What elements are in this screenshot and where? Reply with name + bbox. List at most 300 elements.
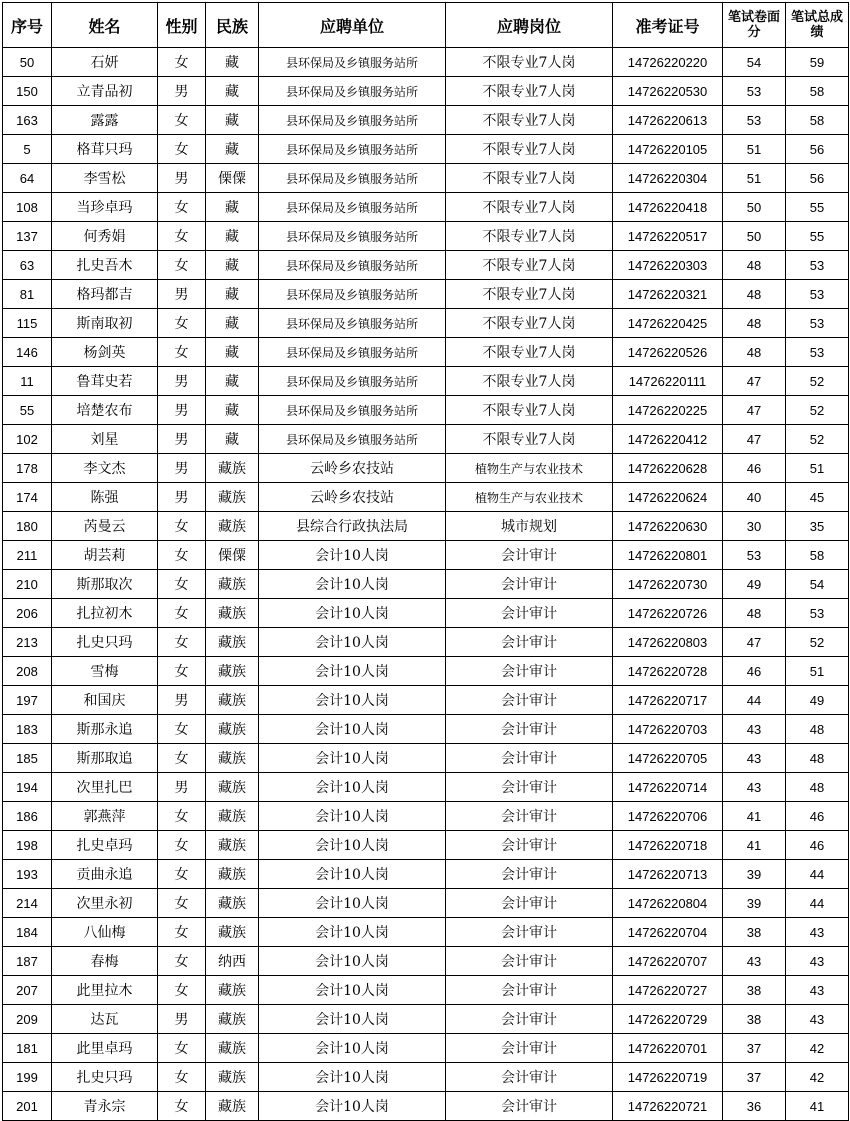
ethnicity-cell: 纳西 — [206, 947, 259, 976]
total-score-cell: 58 — [786, 106, 849, 135]
paper-score-cell: 43 — [723, 715, 786, 744]
gender-cell: 女 — [158, 831, 206, 860]
exam-id-cell: 14726220719 — [613, 1063, 723, 1092]
position-cell: 不限专业7人岗 — [446, 309, 613, 338]
total-score-cell: 54 — [786, 570, 849, 599]
name-cell: 格玛都吉 — [52, 280, 158, 309]
paper-score-cell: 53 — [723, 541, 786, 570]
gender-cell: 女 — [158, 512, 206, 541]
seq-cell: 180 — [3, 512, 52, 541]
name-cell: 何秀娟 — [52, 222, 158, 251]
seq-cell: 187 — [3, 947, 52, 976]
name-cell: 此里卓玛 — [52, 1034, 158, 1063]
gender-cell: 女 — [158, 193, 206, 222]
gender-cell: 男 — [158, 367, 206, 396]
unit-cell: 会计10人岗 — [259, 541, 446, 570]
table-row — [3, 135, 849, 164]
ethnicity-cell: 藏 — [206, 338, 259, 367]
table-body — [3, 48, 849, 1121]
position-cell: 会计审计 — [446, 918, 613, 947]
table-row — [3, 686, 849, 715]
gender-cell: 女 — [158, 918, 206, 947]
table-row — [3, 454, 849, 483]
seq-cell: 214 — [3, 889, 52, 918]
seq-cell: 208 — [3, 657, 52, 686]
ethnicity-cell: 藏 — [206, 425, 259, 454]
name-cell: 当珍卓玛 — [52, 193, 158, 222]
seq-cell: 186 — [3, 802, 52, 831]
position-cell: 不限专业7人岗 — [446, 222, 613, 251]
ethnicity-cell: 藏 — [206, 193, 259, 222]
table-row — [3, 918, 849, 947]
gender-cell: 女 — [158, 338, 206, 367]
seq-cell: 206 — [3, 599, 52, 628]
ethnicity-cell: 藏族 — [206, 1034, 259, 1063]
unit-cell: 会计10人岗 — [259, 889, 446, 918]
ethnicity-cell: 藏族 — [206, 657, 259, 686]
unit-cell: 云岭乡农技站 — [259, 454, 446, 483]
position-cell: 会计审计 — [446, 541, 613, 570]
unit-cell: 会计10人岗 — [259, 686, 446, 715]
ethnicity-cell: 藏族 — [206, 512, 259, 541]
unit-cell: 会计10人岗 — [259, 744, 446, 773]
ethnicity-cell: 藏 — [206, 367, 259, 396]
position-cell: 不限专业7人岗 — [446, 367, 613, 396]
exam-id-cell: 14726220111 — [613, 367, 723, 396]
seq-cell: 201 — [3, 1092, 52, 1121]
ethnicity-cell: 藏族 — [206, 744, 259, 773]
gender-cell: 男 — [158, 686, 206, 715]
ethnicity-cell: 藏 — [206, 396, 259, 425]
table-row — [3, 48, 849, 77]
total-score-cell: 41 — [786, 1092, 849, 1121]
name-cell: 次里扎巴 — [52, 773, 158, 802]
unit-cell: 县环保局及乡镇服务站所 — [259, 106, 446, 135]
seq-cell: 211 — [3, 541, 52, 570]
total-score-cell: 46 — [786, 802, 849, 831]
ethnicity-cell: 傈僳 — [206, 164, 259, 193]
total-score-cell: 42 — [786, 1034, 849, 1063]
header-name: 姓名 — [52, 3, 158, 48]
exam-id-cell: 14726220804 — [613, 889, 723, 918]
ethnicity-cell: 藏族 — [206, 918, 259, 947]
unit-cell: 县环保局及乡镇服务站所 — [259, 367, 446, 396]
paper-score-cell: 48 — [723, 251, 786, 280]
table-row — [3, 715, 849, 744]
paper-score-cell: 48 — [723, 338, 786, 367]
total-score-cell: 43 — [786, 1005, 849, 1034]
total-score-cell: 51 — [786, 454, 849, 483]
total-score-cell: 53 — [786, 338, 849, 367]
paper-score-cell: 47 — [723, 628, 786, 657]
table-row — [3, 483, 849, 512]
name-cell: 达瓦 — [52, 1005, 158, 1034]
seq-cell: 213 — [3, 628, 52, 657]
seq-cell: 174 — [3, 483, 52, 512]
name-cell: 青永宗 — [52, 1092, 158, 1121]
ethnicity-cell: 藏族 — [206, 483, 259, 512]
name-cell: 次里永初 — [52, 889, 158, 918]
seq-cell: 178 — [3, 454, 52, 483]
name-cell: 和国庆 — [52, 686, 158, 715]
unit-cell: 会计10人岗 — [259, 715, 446, 744]
table-row — [3, 744, 849, 773]
seq-cell: 115 — [3, 309, 52, 338]
paper-score-cell: 53 — [723, 106, 786, 135]
position-cell: 植物生产与农业技术 — [446, 483, 613, 512]
table-row — [3, 889, 849, 918]
ethnicity-cell: 藏 — [206, 135, 259, 164]
exam-id-cell: 14726220801 — [613, 541, 723, 570]
exam-id-cell: 14726220304 — [613, 164, 723, 193]
header-total-score: 笔试总成绩 — [786, 3, 849, 48]
paper-score-cell: 43 — [723, 947, 786, 976]
gender-cell: 女 — [158, 48, 206, 77]
name-cell: 刘星 — [52, 425, 158, 454]
unit-cell: 县环保局及乡镇服务站所 — [259, 280, 446, 309]
seq-cell: 55 — [3, 396, 52, 425]
gender-cell: 女 — [158, 889, 206, 918]
unit-cell: 会计10人岗 — [259, 628, 446, 657]
name-cell: 斯那永追 — [52, 715, 158, 744]
unit-cell: 县环保局及乡镇服务站所 — [259, 396, 446, 425]
name-cell: 培楚农布 — [52, 396, 158, 425]
unit-cell: 县环保局及乡镇服务站所 — [259, 425, 446, 454]
total-score-cell: 52 — [786, 628, 849, 657]
total-score-cell: 35 — [786, 512, 849, 541]
paper-score-cell: 49 — [723, 570, 786, 599]
seq-cell: 209 — [3, 1005, 52, 1034]
unit-cell: 会计10人岗 — [259, 1063, 446, 1092]
position-cell: 不限专业7人岗 — [446, 48, 613, 77]
exam-id-cell: 14726220706 — [613, 802, 723, 831]
position-cell: 会计审计 — [446, 1092, 613, 1121]
unit-cell: 会计10人岗 — [259, 773, 446, 802]
exam-id-cell: 14726220730 — [613, 570, 723, 599]
paper-score-cell: 39 — [723, 860, 786, 889]
name-cell: 李文杰 — [52, 454, 158, 483]
name-cell: 雪梅 — [52, 657, 158, 686]
ethnicity-cell: 藏族 — [206, 831, 259, 860]
total-score-cell: 52 — [786, 425, 849, 454]
seq-cell: 63 — [3, 251, 52, 280]
position-cell: 会计审计 — [446, 947, 613, 976]
unit-cell: 会计10人岗 — [259, 1034, 446, 1063]
exam-id-cell: 14726220526 — [613, 338, 723, 367]
total-score-cell: 43 — [786, 947, 849, 976]
exam-id-cell: 14726220721 — [613, 1092, 723, 1121]
ethnicity-cell: 藏族 — [206, 773, 259, 802]
unit-cell: 会计10人岗 — [259, 947, 446, 976]
exam-id-cell: 14726220803 — [613, 628, 723, 657]
total-score-cell: 43 — [786, 918, 849, 947]
unit-cell: 县综合行政执法局 — [259, 512, 446, 541]
name-cell: 斯那取次 — [52, 570, 158, 599]
ethnicity-cell: 藏 — [206, 251, 259, 280]
paper-score-cell: 41 — [723, 802, 786, 831]
exam-id-cell: 14726220701 — [613, 1034, 723, 1063]
table-row — [3, 1063, 849, 1092]
unit-cell: 会计10人岗 — [259, 570, 446, 599]
total-score-cell: 55 — [786, 193, 849, 222]
paper-score-cell: 47 — [723, 367, 786, 396]
name-cell: 扎史吾木 — [52, 251, 158, 280]
position-cell: 会计审计 — [446, 1005, 613, 1034]
position-cell: 不限专业7人岗 — [446, 106, 613, 135]
total-score-cell: 56 — [786, 135, 849, 164]
unit-cell: 县环保局及乡镇服务站所 — [259, 135, 446, 164]
seq-cell: 198 — [3, 831, 52, 860]
name-cell: 扎拉初木 — [52, 599, 158, 628]
gender-cell: 女 — [158, 976, 206, 1005]
table-row — [3, 425, 849, 454]
name-cell: 春梅 — [52, 947, 158, 976]
total-score-cell: 49 — [786, 686, 849, 715]
ethnicity-cell: 藏族 — [206, 1063, 259, 1092]
paper-score-cell: 30 — [723, 512, 786, 541]
table-row — [3, 193, 849, 222]
header-gender: 性别 — [158, 3, 206, 48]
ethnicity-cell: 藏族 — [206, 802, 259, 831]
paper-score-cell: 43 — [723, 773, 786, 802]
name-cell: 立青品初 — [52, 77, 158, 106]
table-row — [3, 338, 849, 367]
name-cell: 杨剑英 — [52, 338, 158, 367]
table-row — [3, 657, 849, 686]
name-cell: 李雪松 — [52, 164, 158, 193]
unit-cell: 县环保局及乡镇服务站所 — [259, 77, 446, 106]
position-cell: 会计审计 — [446, 628, 613, 657]
gender-cell: 男 — [158, 396, 206, 425]
seq-cell: 163 — [3, 106, 52, 135]
total-score-cell: 56 — [786, 164, 849, 193]
gender-cell: 女 — [158, 251, 206, 280]
exam-id-cell: 14726220707 — [613, 947, 723, 976]
table-row — [3, 512, 849, 541]
seq-cell: 183 — [3, 715, 52, 744]
gender-cell: 女 — [158, 744, 206, 773]
paper-score-cell: 38 — [723, 918, 786, 947]
seq-cell: 137 — [3, 222, 52, 251]
position-cell: 城市规划 — [446, 512, 613, 541]
ethnicity-cell: 藏族 — [206, 1005, 259, 1034]
exam-id-cell: 14726220321 — [613, 280, 723, 309]
seq-cell: 64 — [3, 164, 52, 193]
gender-cell: 女 — [158, 860, 206, 889]
position-cell: 会计审计 — [446, 715, 613, 744]
unit-cell: 会计10人岗 — [259, 860, 446, 889]
seq-cell: 197 — [3, 686, 52, 715]
total-score-cell: 52 — [786, 367, 849, 396]
total-score-cell: 58 — [786, 541, 849, 570]
paper-score-cell: 44 — [723, 686, 786, 715]
ethnicity-cell: 藏族 — [206, 599, 259, 628]
position-cell: 不限专业7人岗 — [446, 251, 613, 280]
seq-cell: 210 — [3, 570, 52, 599]
seq-cell: 50 — [3, 48, 52, 77]
paper-score-cell: 37 — [723, 1034, 786, 1063]
gender-cell: 女 — [158, 135, 206, 164]
header-seq: 序号 — [3, 3, 52, 48]
exam-id-cell: 14726220704 — [613, 918, 723, 947]
paper-score-cell: 47 — [723, 425, 786, 454]
paper-score-cell: 40 — [723, 483, 786, 512]
total-score-cell: 59 — [786, 48, 849, 77]
gender-cell: 男 — [158, 1005, 206, 1034]
unit-cell: 县环保局及乡镇服务站所 — [259, 48, 446, 77]
gender-cell: 女 — [158, 1092, 206, 1121]
unit-cell: 会计10人岗 — [259, 976, 446, 1005]
unit-cell: 会计10人岗 — [259, 1092, 446, 1121]
gender-cell: 女 — [158, 570, 206, 599]
table-row — [3, 396, 849, 425]
unit-cell: 会计10人岗 — [259, 831, 446, 860]
name-cell: 露露 — [52, 106, 158, 135]
exam-id-cell: 14726220628 — [613, 454, 723, 483]
paper-score-cell: 48 — [723, 280, 786, 309]
gender-cell: 女 — [158, 309, 206, 338]
header-ethnicity: 民族 — [206, 3, 259, 48]
gender-cell: 女 — [158, 222, 206, 251]
unit-cell: 会计10人岗 — [259, 802, 446, 831]
unit-cell: 县环保局及乡镇服务站所 — [259, 309, 446, 338]
position-cell: 不限专业7人岗 — [446, 425, 613, 454]
total-score-cell: 53 — [786, 251, 849, 280]
ethnicity-cell: 藏 — [206, 280, 259, 309]
ethnicity-cell: 藏族 — [206, 454, 259, 483]
name-cell: 扎史卓玛 — [52, 831, 158, 860]
table-row — [3, 628, 849, 657]
unit-cell: 县环保局及乡镇服务站所 — [259, 338, 446, 367]
table-row — [3, 164, 849, 193]
ethnicity-cell: 藏族 — [206, 715, 259, 744]
unit-cell: 县环保局及乡镇服务站所 — [259, 193, 446, 222]
seq-cell: 194 — [3, 773, 52, 802]
position-cell: 会计审计 — [446, 1034, 613, 1063]
paper-score-cell: 48 — [723, 599, 786, 628]
table-row — [3, 570, 849, 599]
name-cell: 八仙梅 — [52, 918, 158, 947]
ethnicity-cell: 藏 — [206, 309, 259, 338]
table-row — [3, 860, 849, 889]
name-cell: 郭燕萍 — [52, 802, 158, 831]
table-header — [3, 3, 849, 48]
paper-score-cell: 50 — [723, 193, 786, 222]
position-cell: 会计审计 — [446, 831, 613, 860]
unit-cell: 会计10人岗 — [259, 657, 446, 686]
table-row — [3, 541, 849, 570]
ethnicity-cell: 藏 — [206, 222, 259, 251]
exam-id-cell: 14726220412 — [613, 425, 723, 454]
name-cell: 胡芸莉 — [52, 541, 158, 570]
table-row — [3, 802, 849, 831]
total-score-cell: 53 — [786, 599, 849, 628]
position-cell: 会计审计 — [446, 802, 613, 831]
table-row — [3, 1092, 849, 1121]
total-score-cell: 53 — [786, 309, 849, 338]
paper-score-cell: 46 — [723, 454, 786, 483]
table-row — [3, 309, 849, 338]
name-cell: 鲁茸史若 — [52, 367, 158, 396]
position-cell: 会计审计 — [446, 599, 613, 628]
exam-id-cell: 14726220718 — [613, 831, 723, 860]
header-paper-score: 笔试卷面分 — [723, 3, 786, 48]
gender-cell: 男 — [158, 280, 206, 309]
position-cell: 会计审计 — [446, 570, 613, 599]
seq-cell: 185 — [3, 744, 52, 773]
gender-cell: 男 — [158, 164, 206, 193]
exam-id-cell: 14726220105 — [613, 135, 723, 164]
score-table — [2, 2, 849, 1121]
ethnicity-cell: 藏族 — [206, 976, 259, 1005]
unit-cell: 县环保局及乡镇服务站所 — [259, 251, 446, 280]
table-row — [3, 599, 849, 628]
total-score-cell: 43 — [786, 976, 849, 1005]
exam-id-cell: 14726220705 — [613, 744, 723, 773]
exam-id-cell: 14726220727 — [613, 976, 723, 1005]
exam-id-cell: 14726220717 — [613, 686, 723, 715]
table-row — [3, 251, 849, 280]
ethnicity-cell: 藏族 — [206, 686, 259, 715]
total-score-cell: 48 — [786, 773, 849, 802]
exam-id-cell: 14726220726 — [613, 599, 723, 628]
gender-cell: 女 — [158, 715, 206, 744]
exam-id-cell: 14726220613 — [613, 106, 723, 135]
position-cell: 植物生产与农业技术 — [446, 454, 613, 483]
position-cell: 不限专业7人岗 — [446, 280, 613, 309]
gender-cell: 女 — [158, 628, 206, 657]
gender-cell: 男 — [158, 454, 206, 483]
total-score-cell: 48 — [786, 715, 849, 744]
ethnicity-cell: 藏族 — [206, 1092, 259, 1121]
table-row — [3, 976, 849, 1005]
total-score-cell: 48 — [786, 744, 849, 773]
seq-cell: 5 — [3, 135, 52, 164]
exam-id-cell: 14726220630 — [613, 512, 723, 541]
position-cell: 会计审计 — [446, 1063, 613, 1092]
unit-cell: 云岭乡农技站 — [259, 483, 446, 512]
position-cell: 会计审计 — [446, 773, 613, 802]
exam-id-cell: 14726220714 — [613, 773, 723, 802]
ethnicity-cell: 藏 — [206, 106, 259, 135]
unit-cell: 会计10人岗 — [259, 1005, 446, 1034]
paper-score-cell: 39 — [723, 889, 786, 918]
exam-id-cell: 14726220703 — [613, 715, 723, 744]
table-row — [3, 773, 849, 802]
unit-cell: 会计10人岗 — [259, 599, 446, 628]
paper-score-cell: 37 — [723, 1063, 786, 1092]
position-cell: 不限专业7人岗 — [446, 135, 613, 164]
header-position: 应聘岗位 — [446, 3, 613, 48]
exam-id-cell: 14726220425 — [613, 309, 723, 338]
position-cell: 不限专业7人岗 — [446, 193, 613, 222]
position-cell: 不限专业7人岗 — [446, 338, 613, 367]
name-cell: 陈强 — [52, 483, 158, 512]
seq-cell: 193 — [3, 860, 52, 889]
seq-cell: 11 — [3, 367, 52, 396]
exam-id-cell: 14726220624 — [613, 483, 723, 512]
paper-score-cell: 43 — [723, 744, 786, 773]
paper-score-cell: 50 — [723, 222, 786, 251]
paper-score-cell: 46 — [723, 657, 786, 686]
paper-score-cell: 36 — [723, 1092, 786, 1121]
gender-cell: 女 — [158, 106, 206, 135]
paper-score-cell: 51 — [723, 164, 786, 193]
total-score-cell: 55 — [786, 222, 849, 251]
gender-cell: 男 — [158, 425, 206, 454]
paper-score-cell: 47 — [723, 396, 786, 425]
paper-score-cell: 53 — [723, 77, 786, 106]
